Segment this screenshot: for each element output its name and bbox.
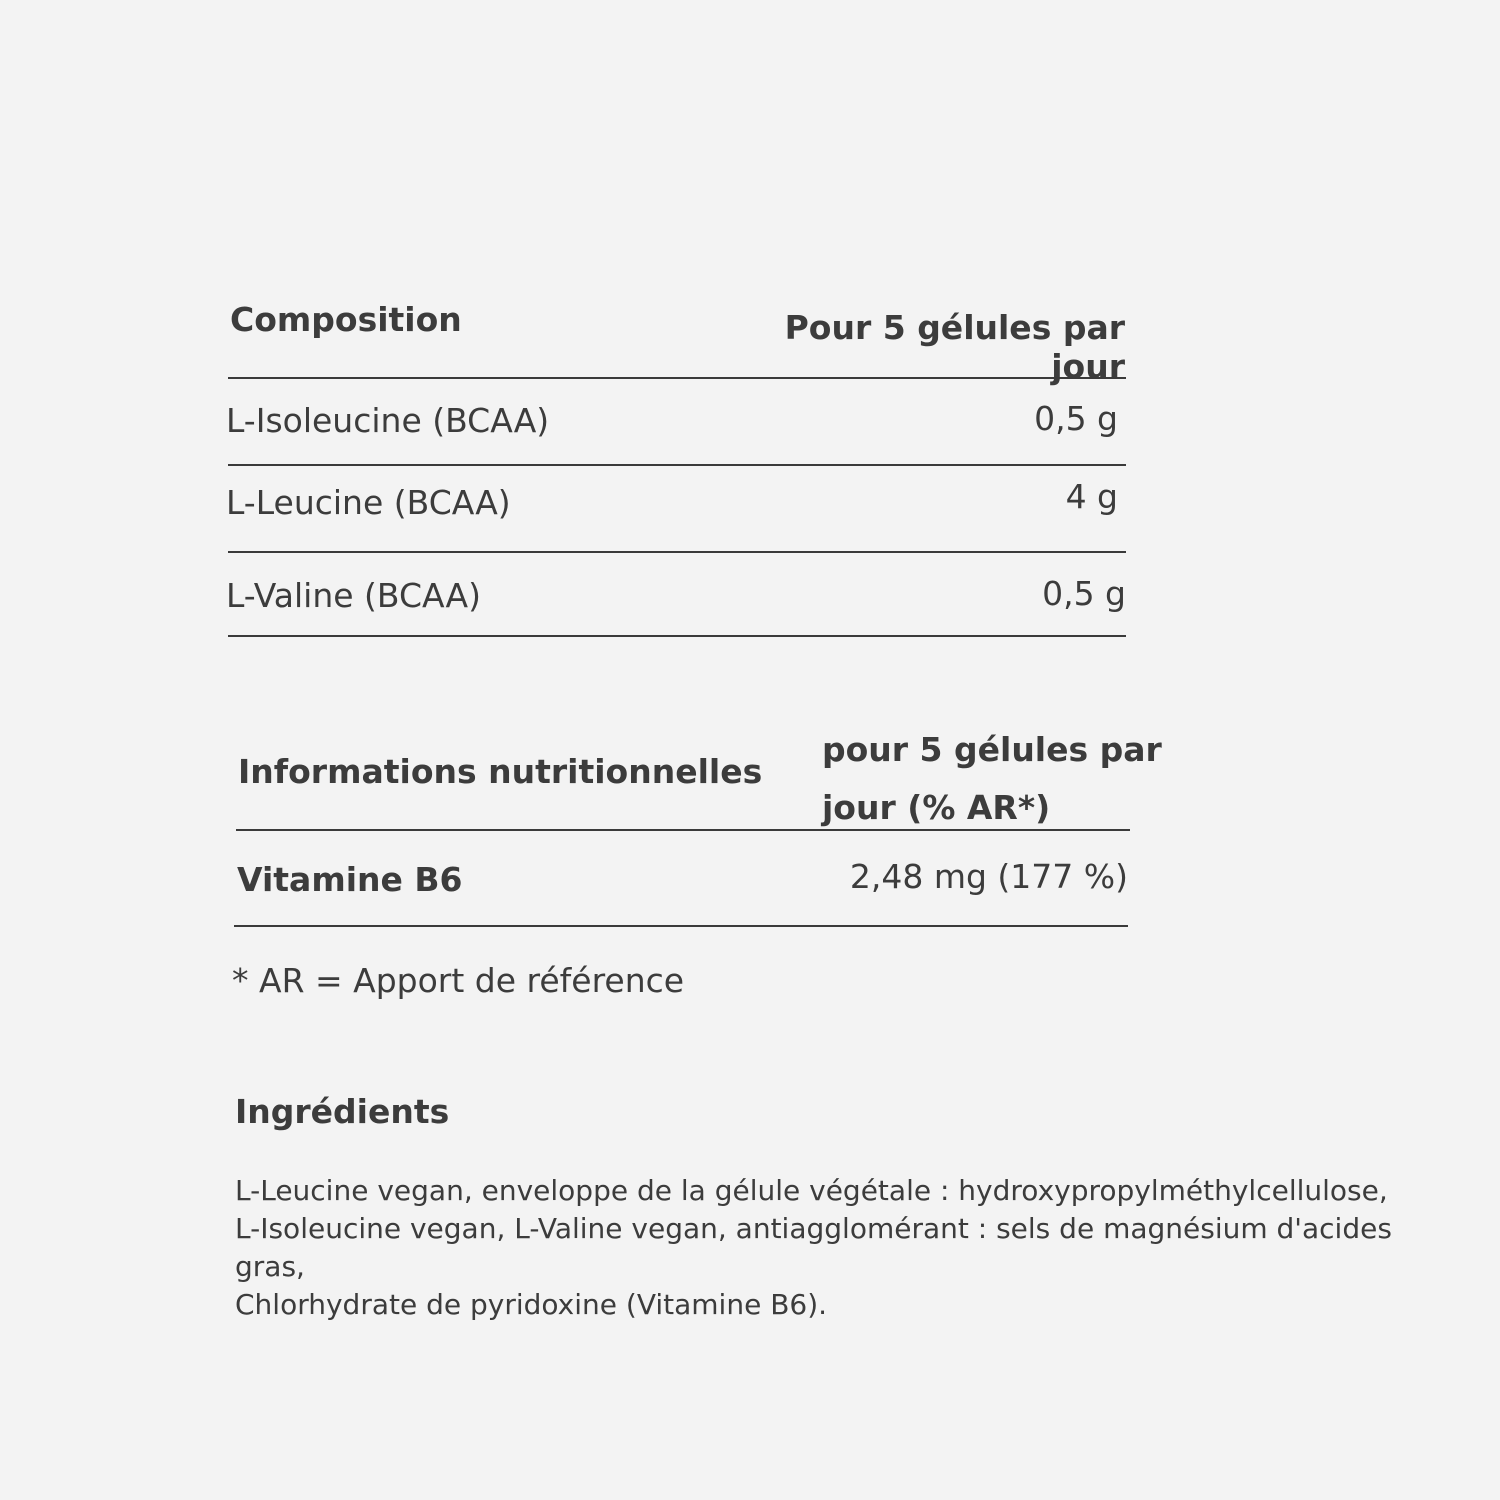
divider — [228, 635, 1126, 637]
divider — [236, 829, 1130, 831]
composition-dose-header: Pour 5 gélules par jour — [784, 308, 1125, 386]
ingredients-title: Ingrédients — [235, 1092, 450, 1131]
composition-row-value: 4 g — [1065, 477, 1118, 516]
nutrition-dose-header-line: jour (% AR*) — [822, 788, 1051, 827]
divider — [228, 464, 1126, 466]
divider — [234, 925, 1128, 927]
nutrition-header: Informations nutritionnelles — [238, 752, 763, 791]
composition-row-name: L-Isoleucine (BCAA) — [226, 401, 550, 440]
nutrition-dose-header-line: pour 5 gélules par — [822, 730, 1162, 769]
ingredients-line: Chlorhydrate de pyridoxine (Vitamine B6). — [235, 1288, 828, 1321]
composition-row-value: 0,5 g — [1042, 574, 1126, 613]
divider — [228, 377, 1126, 379]
divider — [228, 551, 1126, 553]
composition-row-name: L-Valine (BCAA) — [226, 576, 481, 615]
ingredients-line: L-Leucine vegan, enveloppe de la gélule végétale : hydroxypropylméthylcellulose, — [235, 1174, 1388, 1207]
ingredients-line: L-Isoleucine vegan, L-Valine vegan, antiagglomérant : sels de magnésium d'acides gras, — [235, 1212, 1392, 1283]
composition-row-value: 0,5 g — [1034, 399, 1118, 438]
footnote: * AR = Apport de référence — [232, 961, 685, 1000]
composition-row-name: L-Leucine (BCAA) — [226, 483, 511, 522]
nutrition-row-name: Vitamine B6 — [237, 860, 463, 899]
nutrition-row-value: 2,48 mg (177 %) — [849, 857, 1128, 896]
ingredients-text — [235, 1172, 1465, 1324]
nutrition-dose-header — [822, 721, 1162, 837]
composition-header: Composition — [230, 300, 462, 339]
